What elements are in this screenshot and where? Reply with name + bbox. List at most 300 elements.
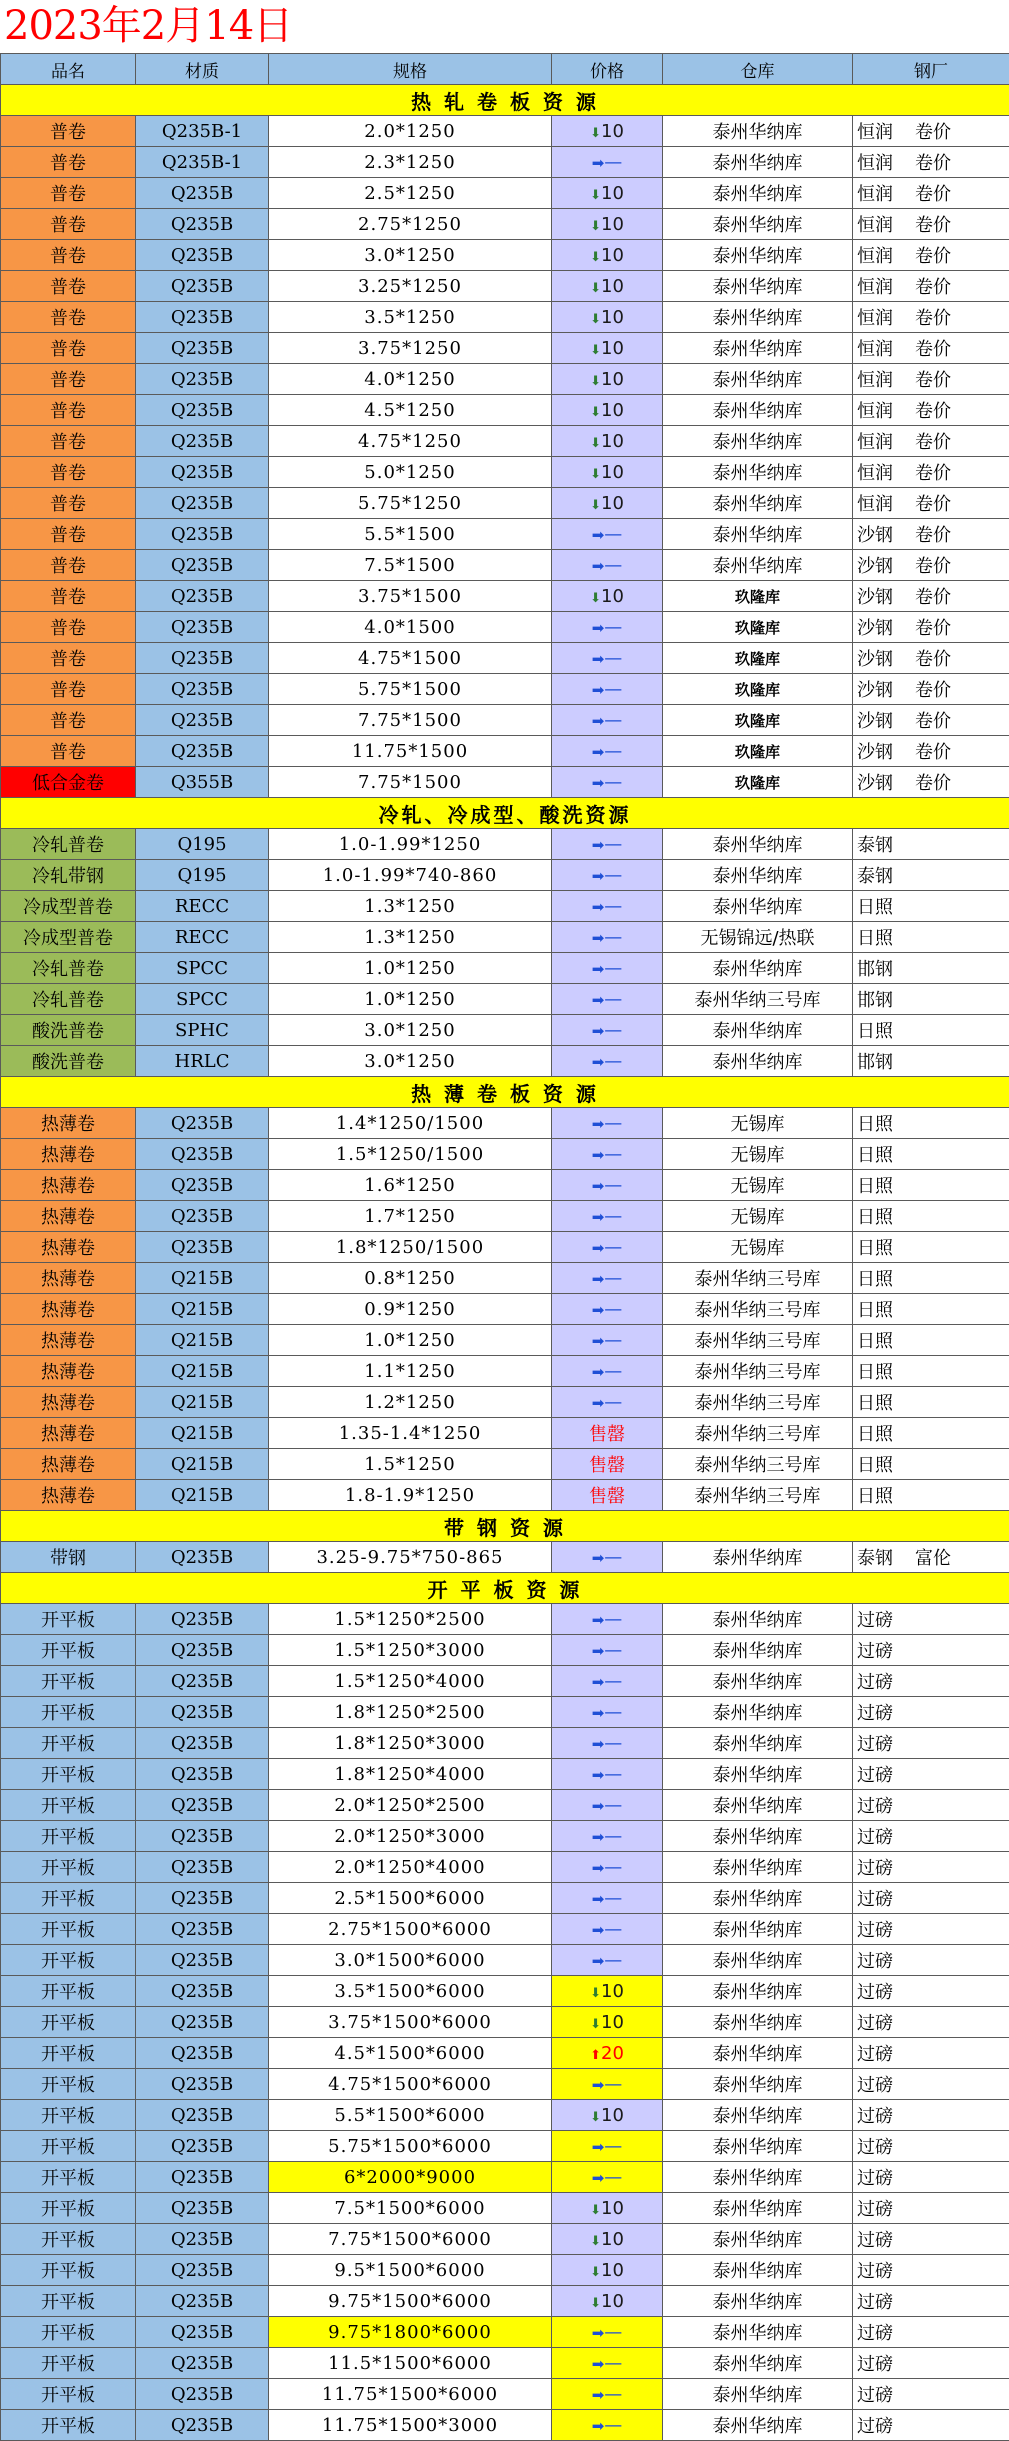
spec-cell: 1.5*1250 [269, 1449, 552, 1480]
price-change-value: — [604, 554, 623, 576]
material-cell: Q235B [136, 2193, 269, 2224]
price-cell [552, 1976, 663, 2007]
header-warehouse: 仓库 [663, 54, 853, 85]
warehouse-cell: 泰州华纳三号库 [663, 1263, 853, 1294]
price-cell [552, 1759, 663, 1790]
mill-note: 卷价 [915, 432, 951, 453]
mill-brand: 恒润 [857, 494, 893, 515]
table-row [1, 1015, 1009, 1046]
material-cell: Q235B [136, 2224, 269, 2255]
mill-cell [853, 1914, 1009, 1945]
product-name-cell: 开平板 [1, 1790, 136, 1821]
price-change-value: — [604, 1794, 623, 1816]
mill-brand: 沙钢 [857, 556, 893, 577]
mill-brand: 过磅 [857, 2075, 893, 2096]
mill-cell [853, 364, 1009, 395]
warehouse-cell: 泰州华纳库 [663, 550, 853, 581]
arrow-up-icon: ⬆ [590, 2047, 601, 2063]
arrow-right-icon: ➡ [591, 1827, 605, 1846]
section-title: 开 平 板 资 源 [1, 1573, 1009, 1604]
mill-cell [853, 333, 1009, 364]
warehouse-cell: 泰州华纳库 [663, 1728, 853, 1759]
arrow-down-icon: ⬇ [590, 2109, 601, 2125]
arrow-right-icon: ➡ [591, 1331, 605, 1350]
material-cell: Q235B [136, 302, 269, 333]
mill-brand: 恒润 [857, 339, 893, 360]
mill-cell [853, 2379, 1009, 2410]
material-cell: Q235B [136, 2348, 269, 2379]
material-cell: Q355B [136, 767, 269, 798]
arrow-down-icon: ⬇ [590, 435, 601, 451]
mill-cell [853, 1325, 1009, 1356]
product-name-cell: 普卷 [1, 705, 136, 736]
price-cell [552, 1015, 663, 1046]
material-cell: Q235B [136, 1790, 269, 1821]
arrow-right-icon: ➡ [591, 1858, 605, 1877]
material-cell: Q235B [136, 1697, 269, 1728]
price-cell [552, 1356, 663, 1387]
mill-brand: 过磅 [857, 1672, 893, 1693]
mill-brand: 邯钢 [857, 959, 893, 980]
spec-cell: 3.0*1250 [269, 240, 552, 271]
spec-cell: 4.0*1250 [269, 364, 552, 395]
mill-note: 卷价 [915, 711, 951, 732]
table-row [1, 1139, 1009, 1170]
material-cell: Q235B [136, 550, 269, 581]
arrow-right-icon: ➡ [591, 1021, 605, 1040]
price-change-value: — [604, 1825, 623, 1847]
price-cell [552, 1232, 663, 1263]
price-cell [552, 1635, 663, 1666]
mill-note: 卷价 [915, 153, 951, 174]
section-header-row [1, 1511, 1009, 1542]
mill-note: 卷价 [915, 556, 951, 577]
mill-cell [853, 271, 1009, 302]
product-name-cell: 普卷 [1, 674, 136, 705]
product-name-cell: 冷成型普卷 [1, 922, 136, 953]
product-name-cell: 热薄卷 [1, 1170, 136, 1201]
price-change-value: 10 [601, 2011, 624, 2033]
spec-cell: 11.75*1500*3000 [269, 2410, 552, 2441]
mill-brand: 过磅 [857, 2137, 893, 2158]
warehouse-cell: 泰州华纳库 [663, 2286, 853, 2317]
price-cell [552, 2317, 663, 2348]
spec-cell: 7.5*1500 [269, 550, 552, 581]
arrow-down-icon: ⬇ [590, 497, 601, 513]
price-cell [552, 1480, 663, 1511]
spec-cell: 2.5*1250 [269, 178, 552, 209]
arrow-right-icon: ➡ [591, 618, 605, 637]
price-cell [552, 1139, 663, 1170]
mill-brand: 过磅 [857, 1982, 893, 2003]
price-change-value: — [604, 1670, 623, 1692]
price-cell [552, 1294, 663, 1325]
spec-cell: 1.5*1250*4000 [269, 1666, 552, 1697]
table-row [1, 333, 1009, 364]
price-change-value: — [604, 2073, 623, 2095]
mill-brand: 沙钢 [857, 618, 893, 639]
mill-cell [853, 1728, 1009, 1759]
material-cell: Q235B [136, 1852, 269, 1883]
table-row [1, 767, 1009, 798]
material-cell: Q235B-1 [136, 147, 269, 178]
warehouse-cell: 泰州华纳库 [663, 2317, 853, 2348]
material-cell: Q235B [136, 1883, 269, 1914]
header-name: 品名 [1, 54, 136, 85]
mill-note: 卷价 [915, 215, 951, 236]
product-name-cell: 热薄卷 [1, 1232, 136, 1263]
warehouse-cell: 泰州华纳三号库 [663, 1387, 853, 1418]
arrow-right-icon: ➡ [591, 990, 605, 1009]
mill-cell [853, 1790, 1009, 1821]
product-name-cell: 开平板 [1, 1852, 136, 1883]
price-change-value: 10 [601, 368, 624, 390]
table-row [1, 550, 1009, 581]
mill-note: 卷价 [915, 122, 951, 143]
product-name-cell: 冷成型普卷 [1, 891, 136, 922]
price-cell [552, 2007, 663, 2038]
spec-cell: 7.75*1500 [269, 767, 552, 798]
mill-cell [853, 1976, 1009, 2007]
product-name-cell: 热薄卷 [1, 1325, 136, 1356]
warehouse-cell: 泰州华纳库 [663, 2379, 853, 2410]
warehouse-cell: 玖隆库 [663, 612, 853, 643]
spec-cell: 5.75*1500*6000 [269, 2131, 552, 2162]
table-row [1, 1604, 1009, 1635]
header-spec: 规格 [269, 54, 552, 85]
mill-cell [853, 1015, 1009, 1046]
arrow-right-icon: ➡ [591, 1796, 605, 1815]
arrow-down-icon: ⬇ [590, 280, 601, 296]
product-name-cell: 热薄卷 [1, 1263, 136, 1294]
section-header-row [1, 85, 1009, 116]
mill-cell [853, 1232, 1009, 1263]
price-cell [552, 457, 663, 488]
product-name-cell: 冷轧普卷 [1, 953, 136, 984]
material-cell: RECC [136, 891, 269, 922]
mill-cell [853, 2100, 1009, 2131]
warehouse-cell: 泰州华纳库 [663, 147, 853, 178]
material-cell: Q235B [136, 1170, 269, 1201]
mill-brand: 过磅 [857, 2106, 893, 2127]
price-cell [552, 891, 663, 922]
arrow-right-icon: ➡ [591, 1176, 605, 1195]
spec-cell: 2.0*1250*4000 [269, 1852, 552, 1883]
material-cell: Q235B [136, 2379, 269, 2410]
spec-cell: 4.5*1250 [269, 395, 552, 426]
mill-note: 卷价 [915, 277, 951, 298]
mill-cell [853, 395, 1009, 426]
price-table [0, 53, 1009, 2441]
arrow-down-icon: ⬇ [590, 404, 601, 420]
table-row [1, 674, 1009, 705]
price-change-value: — [604, 864, 623, 886]
mill-brand: 恒润 [857, 432, 893, 453]
product-name-cell: 开平板 [1, 2410, 136, 2441]
warehouse-cell: 泰州华纳三号库 [663, 984, 853, 1015]
mill-cell [853, 2410, 1009, 2441]
mill-cell [853, 891, 1009, 922]
material-cell: SPHC [136, 1015, 269, 1046]
table-row [1, 2007, 1009, 2038]
material-cell: Q235B [136, 240, 269, 271]
price-cell [552, 1263, 663, 1294]
price-change-value: — [604, 709, 623, 731]
mill-cell [853, 1046, 1009, 1077]
price-change-value: — [604, 988, 623, 1010]
mill-cell [853, 1263, 1009, 1294]
price-cell [552, 736, 663, 767]
warehouse-cell: 泰州华纳库 [663, 333, 853, 364]
product-name-cell: 开平板 [1, 1759, 136, 1790]
warehouse-cell: 泰州华纳库 [663, 2348, 853, 2379]
price-change-value: — [604, 1329, 623, 1351]
material-cell: Q235B [136, 643, 269, 674]
price-change-value: — [604, 957, 623, 979]
arrow-right-icon: ➡ [591, 711, 605, 730]
warehouse-cell: 泰州华纳库 [663, 488, 853, 519]
mill-cell [853, 2317, 1009, 2348]
spec-cell: 1.35-1.4*1250 [269, 1418, 552, 1449]
mill-cell [853, 860, 1009, 891]
mill-brand: 过磅 [857, 1920, 893, 1941]
price-cell [552, 2193, 663, 2224]
mill-note: 卷价 [915, 680, 951, 701]
spec-cell: 9.75*1500*6000 [269, 2286, 552, 2317]
price-cell [552, 2255, 663, 2286]
arrow-right-icon: ➡ [591, 1641, 605, 1660]
price-cell [552, 953, 663, 984]
spec-cell: 7.75*1500*6000 [269, 2224, 552, 2255]
warehouse-cell: 泰州华纳库 [663, 1015, 853, 1046]
mill-note: 卷价 [915, 339, 951, 360]
price-change-value: 10 [601, 337, 624, 359]
material-cell: Q235B [136, 705, 269, 736]
price-cell [552, 1108, 663, 1139]
price-cell [552, 488, 663, 519]
mill-brand: 恒润 [857, 215, 893, 236]
mill-brand: 过磅 [857, 2261, 893, 2282]
arrow-right-icon: ➡ [591, 649, 605, 668]
product-name-cell: 开平板 [1, 2038, 136, 2069]
table-row [1, 364, 1009, 395]
price-change-value: 10 [601, 399, 624, 421]
price-change-value: — [604, 1267, 623, 1289]
spec-cell: 2.75*1250 [269, 209, 552, 240]
table-row [1, 1201, 1009, 1232]
mill-brand: 邯钢 [857, 1052, 893, 1073]
product-name-cell: 普卷 [1, 395, 136, 426]
material-cell: Q235B [136, 1728, 269, 1759]
price-cell [552, 1914, 663, 1945]
price-cell [552, 922, 663, 953]
spec-cell: 4.75*1250 [269, 426, 552, 457]
mill-cell [853, 116, 1009, 147]
spec-cell: 2.0*1250*3000 [269, 1821, 552, 1852]
price-change-value: 10 [601, 306, 624, 328]
mill-brand: 日照 [857, 897, 893, 918]
price-change-value: 10 [601, 2228, 624, 2250]
warehouse-cell: 玖隆库 [663, 705, 853, 736]
warehouse-cell: 泰州华纳三号库 [663, 1356, 853, 1387]
mill-brand: 日照 [857, 1455, 893, 1476]
material-cell: Q215B [136, 1418, 269, 1449]
material-cell: HRLC [136, 1046, 269, 1077]
price-change-value: — [604, 1639, 623, 1661]
table-row [1, 2410, 1009, 2441]
arrow-right-icon: ➡ [591, 2168, 605, 2187]
arrow-right-icon: ➡ [591, 928, 605, 947]
price-cell [552, 1046, 663, 1077]
product-name-cell: 普卷 [1, 364, 136, 395]
mill-brand: 过磅 [857, 2044, 893, 2065]
product-name-cell: 普卷 [1, 643, 136, 674]
price-cell [552, 2162, 663, 2193]
mill-cell [853, 457, 1009, 488]
product-name-cell: 开平板 [1, 1821, 136, 1852]
mill-cell [853, 1139, 1009, 1170]
warehouse-cell: 泰州华纳库 [663, 2131, 853, 2162]
table-row [1, 2162, 1009, 2193]
table-row [1, 2317, 1009, 2348]
mill-cell [853, 209, 1009, 240]
table-row [1, 1542, 1009, 1573]
price-change-value: — [604, 1298, 623, 1320]
arrow-right-icon: ➡ [591, 1951, 605, 1970]
table-row [1, 2038, 1009, 2069]
table-row [1, 2255, 1009, 2286]
mill-cell [853, 829, 1009, 860]
warehouse-cell: 泰州华纳库 [663, 116, 853, 147]
product-name-cell: 普卷 [1, 333, 136, 364]
mill-brand: 恒润 [857, 277, 893, 298]
mill-brand: 日照 [857, 1269, 893, 1290]
price-cell [552, 767, 663, 798]
spec-cell: 9.75*1800*6000 [269, 2317, 552, 2348]
material-cell: Q235B [136, 1666, 269, 1697]
warehouse-cell: 无锡库 [663, 1232, 853, 1263]
price-cell [552, 2224, 663, 2255]
mill-cell [853, 643, 1009, 674]
price-change-value: — [604, 1918, 623, 1940]
mill-cell [853, 1852, 1009, 1883]
spec-cell: 4.5*1500*6000 [269, 2038, 552, 2069]
spec-cell: 1.5*1250/1500 [269, 1139, 552, 1170]
arrow-right-icon: ➡ [591, 773, 605, 792]
price-change-value: — [604, 740, 623, 762]
spec-cell: 1.5*1250*3000 [269, 1635, 552, 1666]
section-header-row [1, 1573, 1009, 1604]
table-row [1, 457, 1009, 488]
material-cell: SPCC [136, 984, 269, 1015]
table-row [1, 2193, 1009, 2224]
mill-brand: 恒润 [857, 370, 893, 391]
table-row [1, 2348, 1009, 2379]
price-change-value: 10 [601, 2259, 624, 2281]
warehouse-cell: 泰州华纳库 [663, 1945, 853, 1976]
warehouse-cell: 泰州华纳三号库 [663, 1325, 853, 1356]
product-name-cell: 开平板 [1, 1945, 136, 1976]
price-cell [552, 550, 663, 581]
material-cell: Q235B [136, 2410, 269, 2441]
table-row [1, 1232, 1009, 1263]
material-cell: Q235B [136, 1976, 269, 2007]
arrow-down-icon: ⬇ [590, 590, 601, 606]
mill-note: 卷价 [915, 308, 951, 329]
price-cell [552, 2379, 663, 2410]
material-cell: Q235B [136, 333, 269, 364]
price-cell [552, 829, 663, 860]
mill-cell [853, 1170, 1009, 1201]
warehouse-cell: 泰州华纳库 [663, 2224, 853, 2255]
warehouse-cell: 泰州华纳库 [663, 2007, 853, 2038]
table-row [1, 178, 1009, 209]
mill-brand: 过磅 [857, 2199, 893, 2220]
material-cell: Q235B [136, 364, 269, 395]
mill-cell [853, 1635, 1009, 1666]
product-name-cell: 普卷 [1, 457, 136, 488]
material-cell: RECC [136, 922, 269, 953]
table-row [1, 302, 1009, 333]
material-cell: Q235B [136, 1635, 269, 1666]
warehouse-cell: 泰州华纳库 [663, 1790, 853, 1821]
material-cell: Q235B-1 [136, 116, 269, 147]
mill-cell [853, 1480, 1009, 1511]
table-row [1, 116, 1009, 147]
product-name-cell: 开平板 [1, 2131, 136, 2162]
warehouse-cell: 玖隆库 [663, 581, 853, 612]
price-cell [552, 2100, 663, 2131]
table-row [1, 395, 1009, 426]
section-title: 带 钢 资 源 [1, 1511, 1009, 1542]
price-cell [552, 147, 663, 178]
mill-note: 卷价 [915, 587, 951, 608]
price-cell [552, 2410, 663, 2441]
warehouse-cell: 泰州华纳库 [663, 1604, 853, 1635]
mill-brand: 泰钢 [857, 1548, 893, 1569]
arrow-down-icon: ⬇ [590, 466, 601, 482]
material-cell: Q235B [136, 2007, 269, 2038]
mill-brand: 恒润 [857, 122, 893, 143]
product-name-cell: 普卷 [1, 488, 136, 519]
arrow-down-icon: ⬇ [590, 2295, 601, 2311]
arrow-right-icon: ➡ [591, 742, 605, 761]
price-change-value: — [604, 2383, 623, 2405]
mill-brand: 沙钢 [857, 742, 893, 763]
warehouse-cell: 泰州华纳库 [663, 240, 853, 271]
warehouse-cell: 泰州华纳库 [663, 2038, 853, 2069]
mill-cell [853, 2007, 1009, 2038]
sold-out-label: 售罄 [589, 1455, 625, 1476]
mill-cell [853, 1542, 1009, 1573]
mill-brand: 日照 [857, 1486, 893, 1507]
table-row [1, 1108, 1009, 1139]
mill-cell [853, 1604, 1009, 1635]
mill-cell [853, 1356, 1009, 1387]
mill-cell [853, 178, 1009, 209]
mill-cell [853, 736, 1009, 767]
spec-cell: 1.3*1250 [269, 922, 552, 953]
warehouse-cell: 泰州华纳库 [663, 1852, 853, 1883]
mill-cell [853, 302, 1009, 333]
warehouse-cell: 泰州华纳库 [663, 395, 853, 426]
mill-brand: 沙钢 [857, 711, 893, 732]
spec-cell: 1.2*1250 [269, 1387, 552, 1418]
product-name-cell: 普卷 [1, 178, 136, 209]
mill-brand: 过磅 [857, 1827, 893, 1848]
mill-brand: 恒润 [857, 153, 893, 174]
arrow-right-icon: ➡ [591, 1610, 605, 1629]
